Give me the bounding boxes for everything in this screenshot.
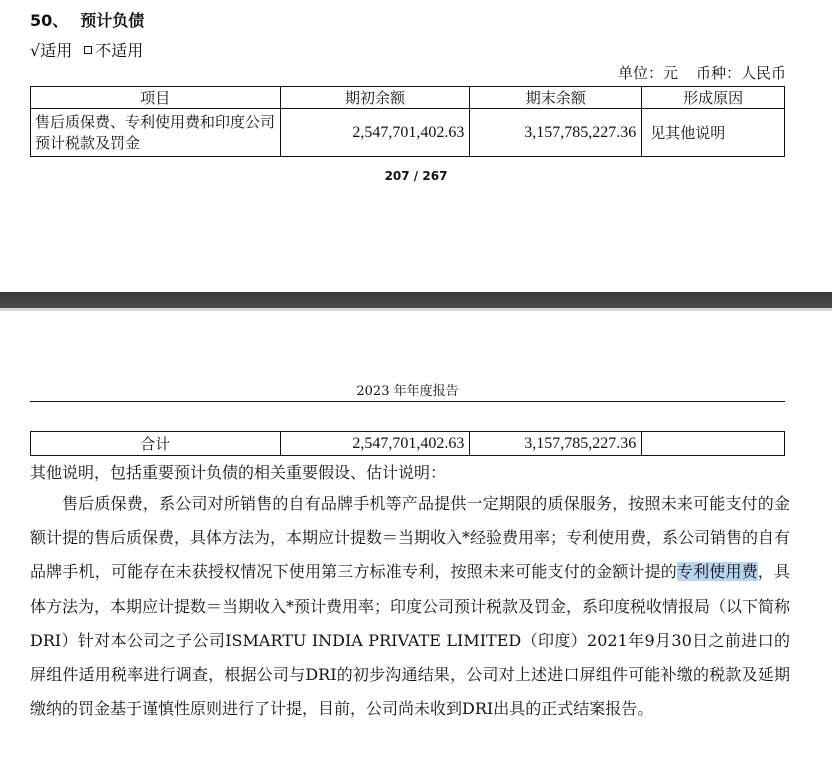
total-row — [31, 432, 785, 456]
not-applicable-option: 不适用 — [95, 41, 144, 60]
pdf-page-207 — [0, 0, 832, 292]
table-row — [31, 109, 785, 157]
notes-heading: 其他说明，包括重要预计负债的相关重要假设、估计说明： — [30, 463, 447, 482]
provisions-total-table — [30, 431, 785, 456]
section-title-text: 预计负债 — [80, 11, 145, 30]
total-reason — [642, 432, 785, 456]
cell-reason: 见其他说明 — [642, 109, 785, 157]
currency-label: 币种：人民币 — [695, 64, 786, 82]
notes-paragraph — [30, 487, 790, 726]
page-number: 207 / 267 — [384, 169, 448, 183]
unit-currency-line — [618, 62, 786, 83]
cell-opening: 2,547,701,402.63 — [280, 109, 470, 157]
report-header: 2023 年年度报告 — [30, 380, 785, 402]
total-opening: 2,547,701,402.63 — [280, 432, 470, 456]
cell-closing: 3,157,785,227.36 — [470, 109, 642, 157]
header-opening: 期初余额 — [280, 87, 470, 109]
header-closing: 期末余额 — [470, 87, 642, 109]
applicable-option: √适用 — [30, 41, 73, 60]
notes-text-before: 售后质保费，系公司对所销售的自有品牌手机等产品提供一定期限的质保服务，按照未来可能支付的金额计提的售后质保费，具体方法为，本期应计提数＝当期收入*经验费用率；专利使用费，系公司销售的自有品牌手机，可能存在未获授权情况下使用第三方标准专利，按照未来可能支付的金额计提的 — [30, 494, 791, 582]
highlighted-text[interactable]: 专利使用费 — [676, 562, 758, 582]
checkbox-icon — [84, 46, 92, 54]
header-reason: 形成原因 — [642, 87, 785, 109]
notes-text-after: ，具体方法为，本期应计提数＝当期收入*预计费用率；印度公司预计税款及罚金，系印度税收情报局（以下简称DRI）针对本公司之子公司ISMARTU INDIA PRIVATE LIMITED（印度）2021年9月30日之前进口的屏组件适用税率进行调查，根据公司与DRI的初步沟通结果，公司对上述进口屏组件可能补缴的税款及延期缴纳的罚金基于谨慎性原则进行了计提，目前，公司尚未收到DRI出具的正式结案报告。 — [30, 562, 791, 719]
page-separator — [0, 292, 832, 308]
total-label: 合计 — [31, 432, 281, 456]
total-closing: 3,157,785,227.36 — [470, 432, 642, 456]
table-header-row — [31, 87, 785, 109]
provisions-table — [30, 86, 785, 157]
unit-label: 单位：元 — [617, 64, 678, 82]
section-number: 50、 — [30, 11, 69, 30]
section-title — [30, 8, 144, 31]
header-item: 项目 — [31, 87, 281, 109]
cell-item: 售后质保费、专利使用费和印度公司预计税款及罚金 — [31, 109, 281, 157]
applicability-line — [30, 38, 143, 61]
